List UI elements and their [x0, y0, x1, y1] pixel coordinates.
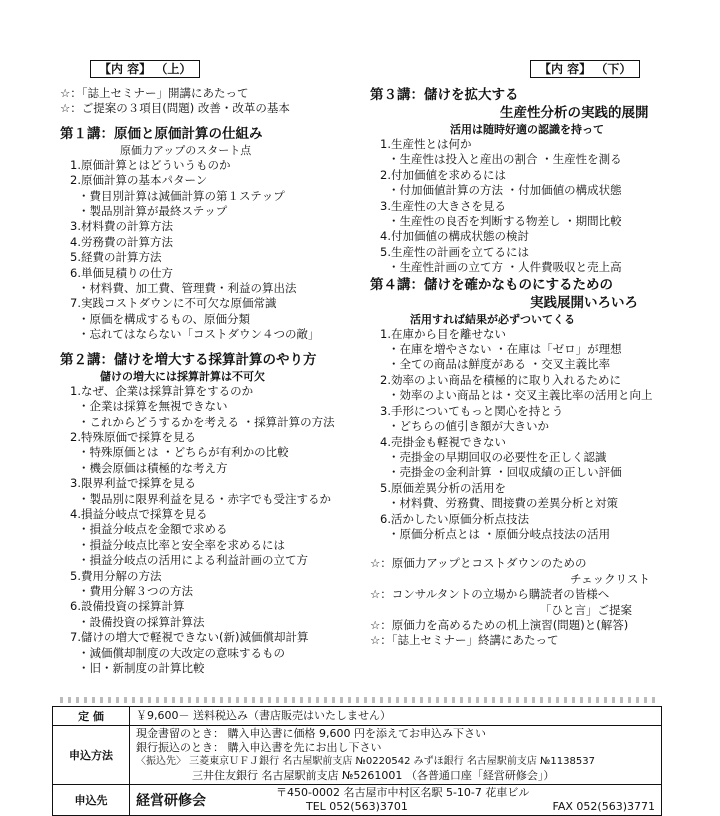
lecture1-subtitle: 原価力アップのスタート点 [120, 143, 252, 157]
list-item: ・設備投資の採算計算法 [78, 614, 205, 629]
method-label: 申込方法 [53, 726, 130, 785]
lecture4-title: 第４講：儲けを確かなものにするための [370, 276, 613, 293]
closing-line: ☆：「誌上セミナー」終講にあたって [370, 633, 559, 648]
list-item: 6.設備投資の採算計算 [70, 599, 185, 614]
list-item: ・損益分岐点の活用による利益計画の立て方 [78, 553, 308, 568]
lecture4-subtitle: 活用すれば結果が必ずついてくる [410, 312, 575, 326]
method-line: 現金書留のとき： 購入申込書に価格 9,600 円を添えてお申込み下さい [136, 727, 486, 740]
list-item: ・どちらの値引き額が大きいか [388, 419, 549, 434]
closing-line: 「ひと言」ご提案 [540, 602, 632, 617]
closing-line: ☆：原価力を高めるための机上演習(問題)と(解答) [370, 617, 629, 632]
list-item: ・忘れてはならない「コストダウン４つの敵」 [78, 327, 320, 342]
organization-name: 経営研修会 [136, 793, 206, 809]
list-item: ・材料費、加工費、管理費・利益の算出法 [78, 281, 297, 296]
list-item: ・原価を構成するもの、原価分類 [78, 311, 251, 326]
list-item: 2.付加価値を求めるには [380, 167, 506, 182]
list-item: 1.原価計算とはどういうものか [70, 157, 231, 172]
fax-number: FAX 052(563)3771 [552, 800, 655, 813]
list-item: 5.費用分解の方法 [70, 568, 162, 583]
list-item: 4.付加価値の構成状態の検討 [380, 229, 529, 244]
list-item: 3.生産性の大きさを見る [380, 198, 506, 213]
list-item: ・損益分岐点を金額で求める [78, 522, 228, 537]
lecture3-title2: 生産性分析の実践的展開 [500, 105, 649, 121]
list-item: 5.経費の計算方法 [70, 250, 162, 265]
list-item: 3.限界利益で採算を見る [70, 476, 196, 491]
lecture3-subtitle: 活用は随時好適の認識を持って [450, 123, 604, 136]
list-item: ・原価分析点とは ・原価分岐点技法の活用 [388, 526, 611, 541]
address: 〒450-0002 名古屋市中村区名駅 5-10-7 花車ビル [276, 786, 530, 799]
list-item: 7.実践コストダウンに不可欠な原価常識 [70, 296, 277, 311]
list-item: 7.儲けの増大で軽視できない(新)減価償却計算 [70, 630, 309, 645]
lecture4-title2: 実践展開いろいろ [530, 294, 638, 311]
decorative-divider [60, 697, 660, 703]
method-line: 三井住友銀行 名古屋駅前支店 №5261001 （各普通口座「経営研修会」） [192, 769, 555, 782]
list-item: ・費目別計算は減価計算の第１ステップ [78, 188, 285, 203]
list-item: 1.生産性とは何か [380, 137, 472, 151]
price-value: ￥9,600－ 送料税込み（書店販売はいたしません） [136, 709, 391, 722]
right-contents-header: 【内 容】 （下） [530, 60, 640, 78]
list-item: 6.活かしたい原価分析点技法 [380, 511, 529, 526]
lecture2-subtitle: 儲けの増大には採算計算は不可欠 [100, 369, 265, 383]
list-item: ・旧・新制度の計算比較 [78, 661, 205, 675]
list-item: ・特殊原価とは ・どちらが有利かの比較 [78, 445, 289, 460]
method-line: 銀行振込のとき： 購入申込書を先にお出し下さい [136, 741, 382, 754]
list-item: 5.生産性の計画を立てるには [380, 244, 529, 259]
list-item: ・減価償却制度の大改定の意味するもの [78, 645, 285, 660]
list-item: 5.原価差異分析の活用を [380, 480, 506, 495]
list-item: ・生産性計画の立て方 ・人件費吸収と売上高 [388, 260, 622, 275]
tel-number: TEL 052(563)3701 [306, 800, 408, 813]
intro-line: ☆：「誌上セミナー」開講にあたって [60, 86, 249, 100]
list-item: ・機会原価は積極的な考え方 [78, 460, 228, 475]
left-column [60, 86, 360, 676]
closing-line: チェックリスト [570, 571, 650, 586]
list-item: ・売掛金の金利計算 ・回収成績の正しい評価 [388, 465, 622, 480]
list-item: ・効率のよい商品とは・交叉主義比率の活用と向上 [388, 388, 653, 403]
list-item: ・材料費、労務費、間接費の差異分析と対策 [388, 496, 618, 511]
method-line: 〈振込先〉 三菱東京ＵＦＪ銀行 名古屋駅前支店 №0220542 みずほ銀行 名古屋駅前支店 №1138537 [136, 756, 595, 767]
list-item: ・生産性は投入と産出の割合 ・生産性を測る [388, 152, 622, 167]
list-item: 1.なぜ、企業は採算計算をするのか [70, 383, 254, 398]
destination-label: 申込先 [53, 785, 130, 816]
list-item: ・在庫を増やさない ・在庫は「ゼロ」が理想 [388, 342, 622, 357]
right-column [370, 86, 700, 649]
left-contents-header: 【内 容】 （上） [90, 60, 200, 78]
list-item: ・生産性の良否を判断する物差し ・期間比較 [388, 214, 622, 229]
list-item: 4.労務費の計算方法 [70, 234, 173, 249]
list-item: ・損益分岐点比率と安全率を求めるには [78, 537, 285, 552]
lecture1-title: 第１講：原価と原価計算の仕組み [60, 125, 263, 142]
closing-line: ☆：原価力アップとコストダウンのための [370, 556, 587, 571]
list-item: ・これからどうするかを考える ・採算計算の方法 [78, 414, 335, 429]
price-label: 定 価 [53, 707, 130, 726]
intro-line: ☆：ご提案の３項目(問題) 改善・改革の基本 [60, 101, 290, 116]
list-item: 3.材料費の計算方法 [70, 219, 173, 234]
list-item: ・費用分解３つの方法 [78, 583, 193, 598]
list-item: ・企業は採算を無視できない [78, 399, 228, 414]
list-item: ・売掛金の早期回収の必要性を正しく認識 [388, 449, 607, 464]
list-item: 4.損益分岐点で採算を見る [70, 506, 208, 521]
list-item: 1.在庫から目を離せない [380, 326, 506, 341]
list-item: 6.単価見積りの仕方 [70, 265, 173, 280]
list-item: 2.効率のよい商品を積極的に取り入れるために [380, 372, 621, 387]
lecture3-title: 第３講：儲けを拡大する [370, 87, 519, 103]
list-item: ・全ての商品は鮮度がある ・交叉主義比率 [388, 357, 611, 372]
order-info-table [52, 706, 662, 816]
lecture2-title: 第２講：儲けを増大する採算計算のやり方 [60, 351, 317, 368]
list-item: 2.特殊原価で採算を見る [70, 429, 196, 444]
list-item: 4.売掛金も軽視できない [380, 434, 506, 449]
list-item: ・付加価値計算の方法 ・付加価値の構成状態 [388, 183, 622, 198]
list-item: 2.原価計算の基本パターン [70, 173, 208, 188]
list-item: 3.手形についてもっと関心を持とう [380, 403, 564, 418]
list-item: ・製品別に限界利益を見る・赤字でも受注するか [78, 491, 331, 506]
closing-line: ☆：コンサルタントの立場から購読者の皆様へ [370, 587, 610, 602]
list-item: ・製品別計算が最終ステップ [78, 204, 228, 219]
